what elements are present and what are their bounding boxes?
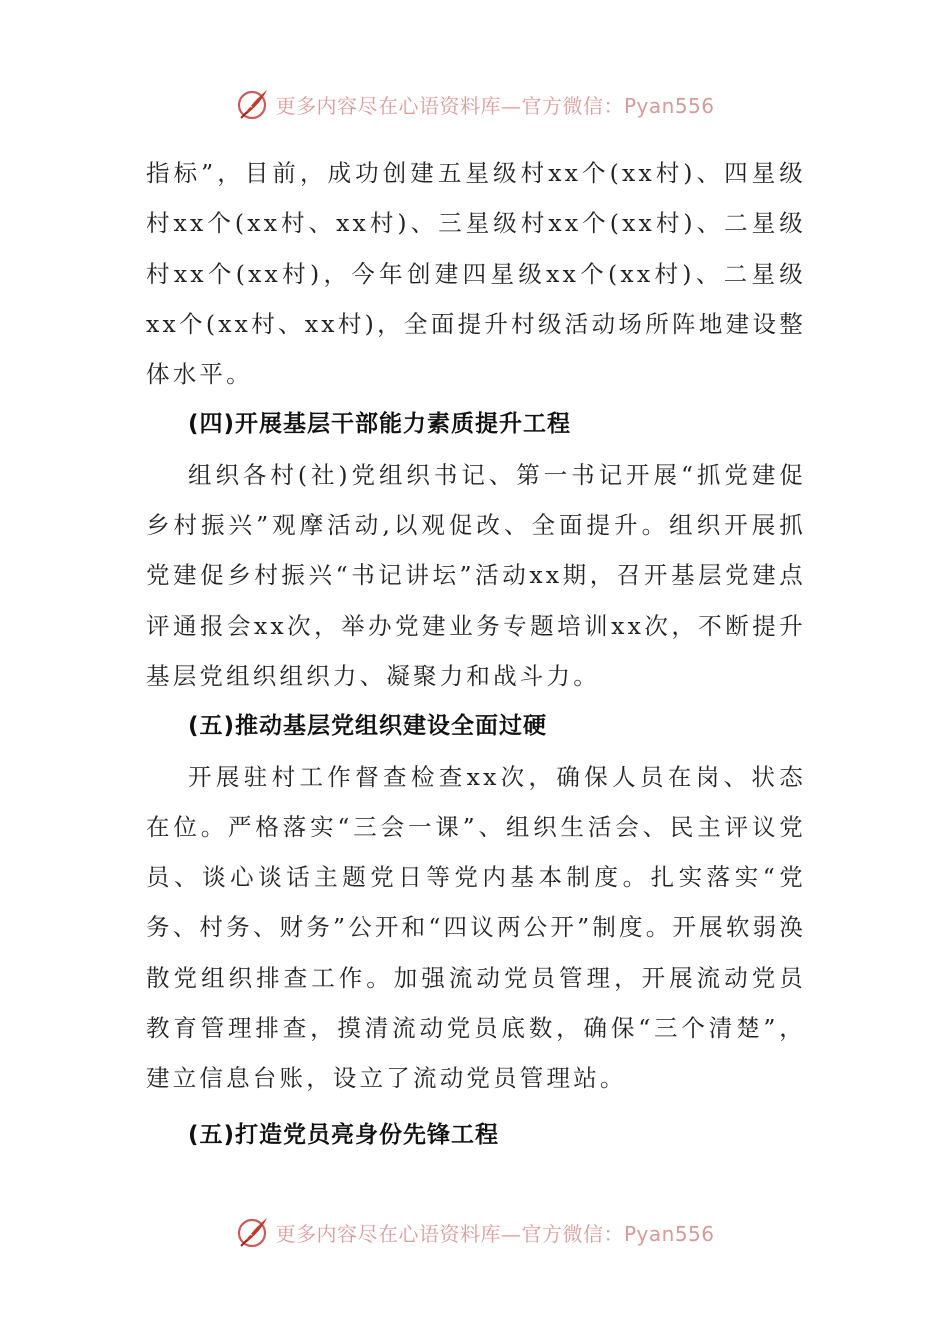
watermark-label: 更多内容尽在心语资料库—官方微信：: [275, 1221, 624, 1246]
section-heading-4: (四)开展基层干部能力素质提升工程: [188, 411, 572, 438]
watermark-text: [275, 1218, 714, 1247]
header-watermark-banner: [0, 84, 950, 124]
watermark-label: 更多内容尽在心语资料库—官方微信：: [275, 93, 624, 118]
wechat-id: Pyan556: [623, 93, 715, 118]
wechat-id: Pyan556: [623, 1221, 715, 1246]
footer-watermark-banner: [0, 1212, 950, 1252]
section-heading-5b: (五)打造党员亮身份先锋工程: [188, 1121, 500, 1148]
document-body: [146, 148, 806, 1160]
quill-pen-logo-icon: [235, 86, 271, 122]
paragraph-party-organization: 开展驻村工作督查检查xx次，确保人员在岗、状态在位。严格落实“三会一课”、组织生活会、民主评议党员、谈心谈话主题党日等党内基本制度。扎实落实“党务、村务、财务”公开和“四议两公开”制度。开展软弱涣散党组织排查工作。加强流动党员管理，开展流动党员教育管理排查，摸清流动党员底数，确保“三个清楚”，建立信息台账，设立了流动党员管理站。: [146, 762, 806, 1093]
section-heading-5a: (五)推动基层党组织建设全面过硬: [188, 713, 548, 740]
paragraph-village-ratings: 指标”，目前，成功创建五星级村xx个(xx村)、四星级村xx个(xx村、xx村)、三星级村xx个(xx村)、二星级村xx个(xx村)，今年创建四星级xx个(xx村)、二星级xx个(xx村、xx村)，全面提升村级活动场所阵地建设整体水平。: [146, 159, 806, 389]
quill-pen-logo-icon: [235, 1214, 271, 1250]
paragraph-cadre-training: 组织各村(社)党组织书记、第一书记开展“抓党建促乡村振兴”观摩活动,以观促改、全面提升。组织开展抓党建促乡村振兴“书记讲坛”活动xx期，召开基层党建点评通报会xx次，举办党建业务专题培训xx次，不断提升基层党组织组织力、凝聚力和战斗力。: [146, 460, 806, 690]
watermark-text: [275, 90, 714, 119]
